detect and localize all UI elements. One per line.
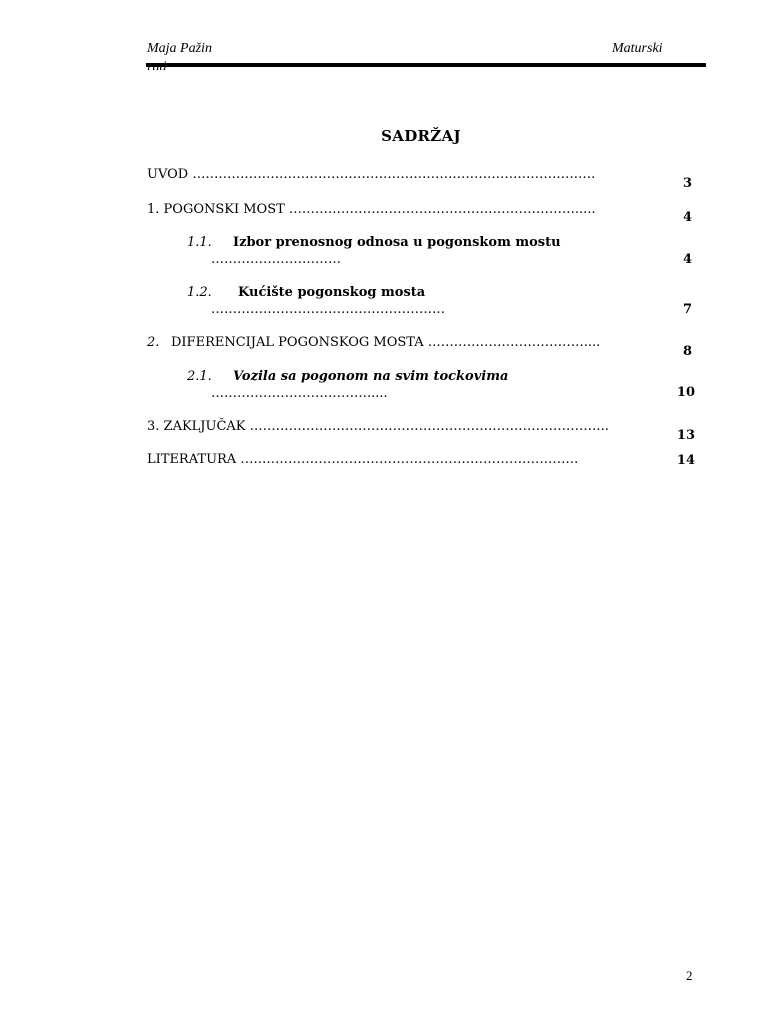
toc-entry-pogonski-most[interactable]: 1. POGONSKI MOST …………………………………………………………..... xyxy=(147,202,596,217)
toc-entry-2-number: 2. xyxy=(147,335,160,350)
toc-entry-diferencijal[interactable]: DIFERENCIJAL POGONSKOG MOSTA ……………………………….... xyxy=(171,335,601,350)
toc-entry-1-1-number: 1.1. xyxy=(187,235,212,250)
footer-page-number: 2 xyxy=(686,968,693,983)
toc-entry-1-2-leader: ……………………………………………… xyxy=(211,302,445,317)
toc-entry-zakljucak[interactable]: 3. ZAKLJUČAK ……………………………………………………………………….. xyxy=(147,419,609,434)
toc-entry-1-2-title[interactable]: Kućište pogonskog mosta xyxy=(238,285,426,300)
toc-entry-2-1-leader: ………………………………..... xyxy=(211,386,388,401)
toc-entry-2-1-number: 2.1. xyxy=(187,369,212,384)
toc-entry-uvod[interactable]: UVOD ………………………………………………………………………………… xyxy=(147,167,596,182)
toc-entry-2-1-title[interactable]: Vozila sa pogonom na svim tockovima xyxy=(233,369,509,384)
toc-page-literatura: 14 xyxy=(676,453,695,468)
toc-page-uvod: 3 xyxy=(682,176,692,191)
toc-page-zakljucak: 13 xyxy=(676,428,695,443)
toc-entry-1-1-leader: ………………………… xyxy=(211,252,341,267)
toc-page-1-2: 7 xyxy=(682,302,692,317)
toc-entry-1-1-title[interactable]: Izbor prenosnog odnosa u pogonskom mostu xyxy=(233,235,561,250)
toc-entry-1-2-number: 1.2. xyxy=(187,285,212,300)
toc-entry-literatura[interactable]: LITERATURA …………………………………………………………………… xyxy=(147,452,579,467)
toc-page-1-1: 4 xyxy=(682,252,692,267)
header-rule xyxy=(146,63,706,67)
header-author: Maja Pažin xyxy=(147,41,212,56)
header-document-title: Maturski xyxy=(612,41,663,56)
toc-page-pogonski-most: 4 xyxy=(682,210,692,225)
toc-page-2-1: 10 xyxy=(676,385,695,400)
toc-page-diferencijal: 8 xyxy=(682,344,692,359)
toc-heading: SADRŽAJ xyxy=(381,127,461,145)
